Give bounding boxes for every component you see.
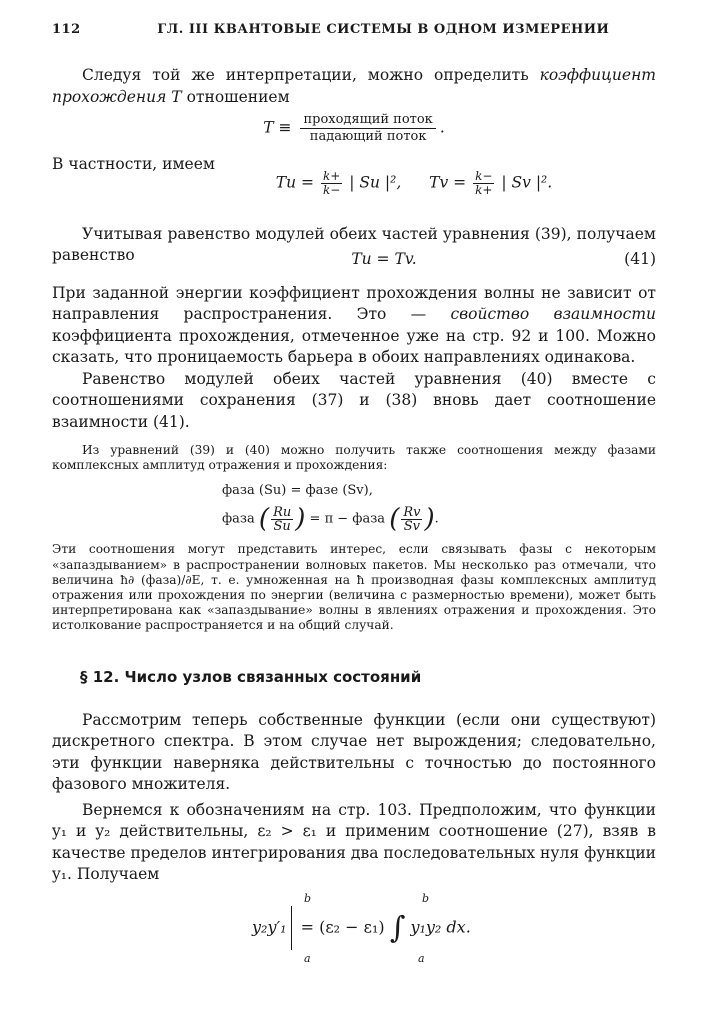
paragraph-reciprocity: При заданной энергии коэффициент прохождения волны не зависит от направления распространения. Это — свойство взаимности коэффициента прохождения, отмеченное уже на стр. 92 и 100. Можно сказать, что проницаемость барьера в обоих направлениях одинакова. <box>52 283 656 366</box>
equation-T: T ≡ $\frac{\text{проходящий поток}}{\text{падающий поток}}$ . <box>263 112 445 144</box>
page-number: 112 <box>52 22 81 37</box>
paragraph-eigenfunctions: Рассмотрим теперь собственные функции (если они существуют) дискретного спектра. В этом случае нет вырождения; следовательно, эти функции наверняка действительны с точностью до постоянного фазового множителя. <box>52 710 656 794</box>
paragraph-notation: Вернемся к обозначениям на стр. 103. Предположим, что функции y₁ и y₂ действительны, ε₂ > ε₁ и применим соотношение (27), взяв в качестве пределов интегрирования два последовательных нуля функции y₁. Получаем <box>52 800 656 884</box>
note-phase-relations: Из уравнений (39) и (40) можно получить также соотношения между фазами комплексных амплитуд отражения и прохождения: <box>52 443 656 473</box>
note-delay-interpretation: Эти соотношения могут представить интерес, если связывать фазы с некоторым «запаздыванием» в распространении волновых пакетов. Мы несколько раз отмечали, что величина ħ∂ (фаза)/∂E, т. е. умноженная на ħ производная фазы комплексных амплитуд отражения или прохождения по энергии (величина с размерностью времени), может быть интерпретирована как «запаздывание» волны в явлениях отражения и прохождения. Это истолкование распространяется и на общий случай. <box>52 542 656 633</box>
page <box>52 22 656 966</box>
paragraph-in-particular: В частности, имеем <box>52 155 215 173</box>
fraction-denominator: падающий поток <box>309 129 427 144</box>
running-header <box>52 22 656 37</box>
paragraph-conservation: Равенство модулей обеих частей уравнения (40) вместе с соотношениями сохранения (37) и (38) вновь дает соотношение взаимности (41). <box>52 369 656 431</box>
equation-Tu-Tv: Tu = $\frac{k+}{k-}$ | Su |², Tv = $\frac{k-}{k+}$ | Sv |². <box>275 168 553 197</box>
equation-integral: y₂y′₁ = (ε₂ − ε₁) ∫ y₁y₂ dx. b a b a <box>252 891 471 965</box>
paragraph-equal-moduli: Учитывая равенство модулей обеих частей уравнения (39), получаем равенство <box>52 224 656 264</box>
equation-phase-relations: фаза (Su) = фазе (Sv), фаза ( $\frac{Ru}{Su}$ ) = π − фаза ( $\frac{Rv}{Sv}$ ). <box>222 483 439 535</box>
section-heading: § 12. Число узлов связанных состояний <box>80 667 422 686</box>
fraction-numerator: проходящий поток <box>300 112 435 129</box>
equation-number: (41) <box>624 249 656 268</box>
equation-41: Tu = Tv. (41) <box>52 249 656 279</box>
running-title: ГЛ. III КВАНТОВЫЕ СИСТЕМЫ В ОДНОМ ИЗМЕРЕНИИ <box>157 22 610 37</box>
paragraph-transmission-definition: Следуя той же интерпретации, можно определить коэффициент прохождения T отношением <box>52 66 656 106</box>
